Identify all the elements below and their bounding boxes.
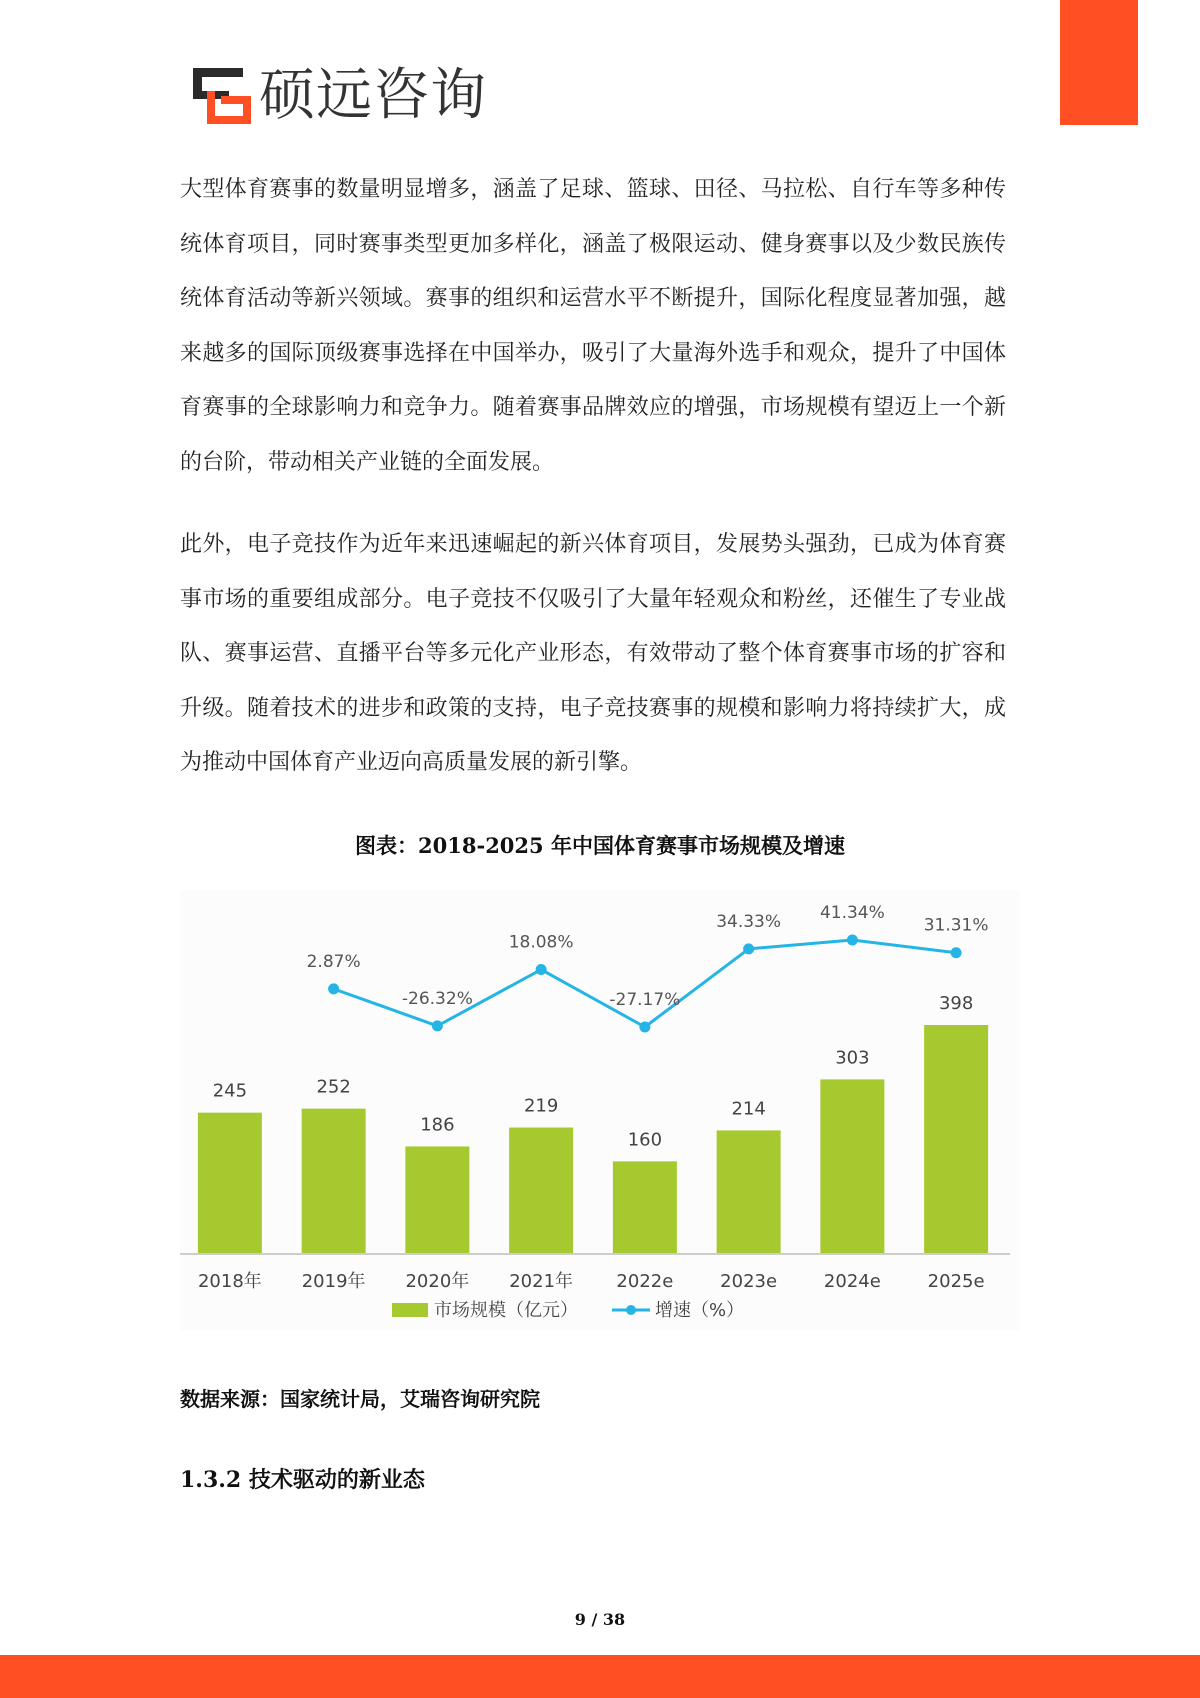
brand-logo-icon [193,68,251,124]
bar-2022e [613,1161,677,1253]
bar-value-label: 186 [420,1114,455,1136]
legend-line-marker [626,1305,636,1315]
x-tick-label: 2021年 [509,1271,574,1292]
growth-point [743,943,754,954]
bar-value-label: 219 [523,1095,559,1117]
bar-value-label: 398 [938,993,974,1014]
growth-value-label: -26.32% [401,988,473,1009]
x-tick-label: 2018年 [197,1271,262,1292]
bar-value-label: 245 [212,1080,248,1102]
growth-point [536,964,547,975]
legend-line-label: 增速（%） [655,1300,745,1321]
bar-2018年 [198,1113,262,1253]
growth-point [847,935,858,946]
market-size-chart [180,890,1020,1330]
x-tick-label: 2024e [823,1271,881,1292]
legend-bar-label: 市场规模（亿元） [434,1300,578,1321]
bar-value-label: 303 [835,1047,870,1069]
growth-value-label: 18.08% [508,932,574,953]
growth-value-label: 31.31% [923,915,989,936]
growth-point [432,1020,443,1031]
x-tick-label: 2020年 [405,1271,470,1292]
bar-2024e [820,1079,884,1253]
bar-2023e [717,1130,781,1253]
bar-value-label: 252 [316,1076,351,1098]
bar-value-label: 214 [731,1098,766,1120]
corner-accent-tab [1060,0,1138,125]
chart-canvas [180,890,1020,1330]
growth-point [951,947,962,958]
growth-value-label: 2.87% [306,951,361,972]
bar-2021年 [509,1128,573,1253]
section-heading: 1.3.2 技术驱动的新业态 [180,1467,425,1493]
body-paragraph-1: 大型体育赛事的数量明显增多，涵盖了足球、篮球、田径、马拉松、自行车等多种传统体育项目，同时赛事类型更加多样化，涵盖了极限运动、健身赛事以及少数民族传统体育活动等新兴领域。赛事的组织和运营水平不断提升，国际化程度显著加强，越来越多的国际顶级赛事选择在中国举办，吸引了大量海外选手和观众，提升了中国体育赛事的全球影响力和竞争力。随着赛事品牌效应的增强，市场规模有望迈上一个新的台阶，带动相关产业链的全面发展。 [180,177,1006,475]
brand-logo [193,63,487,128]
bar-value-label: 160 [627,1129,663,1151]
growth-value-label: 34.33% [716,911,782,932]
chart-caption: 图表：2018-2025 年中国体育赛事市场规模及增速 [355,833,845,858]
x-tick-label: 2023e [720,1271,778,1292]
body-paragraph-2: 此外，电子竞技作为近年来迅速崛起的新兴体育项目，发展势头强劲，已成为体育赛事市场的重要组成部分。电子竞技不仅吸引了大量年轻观众和粉丝，还催生了专业战队、赛事运营、直播平台等多元化产业形态，有效带动了整个体育赛事市场的扩容和升级。随着技术的进步和政策的支持，电子竞技赛事的规模和影响力将持续扩大，成为推动中国体育产业迈向高质量发展的新引擎。 [180,532,1006,775]
brand-name: 硕远咨询 [259,63,487,128]
x-tick-label: 2022e [616,1271,674,1292]
bar-2020年 [405,1146,469,1253]
growth-point [639,1022,650,1033]
growth-value-label: 41.34% [819,903,885,923]
legend-bar-swatch [392,1303,428,1317]
growth-value-label: -27.17% [609,990,681,1010]
growth-point [328,983,339,994]
data-source-note: 数据来源：国家统计局，艾瑞咨询研究院 [180,1387,540,1411]
page-number: 9 / 38 [574,1610,626,1629]
footer-accent-bar [0,1655,1200,1698]
x-tick-label: 2019年 [301,1271,366,1292]
bar-2019年 [302,1109,366,1253]
bar-2025e [924,1025,988,1253]
x-tick-label: 2025e [927,1271,985,1292]
